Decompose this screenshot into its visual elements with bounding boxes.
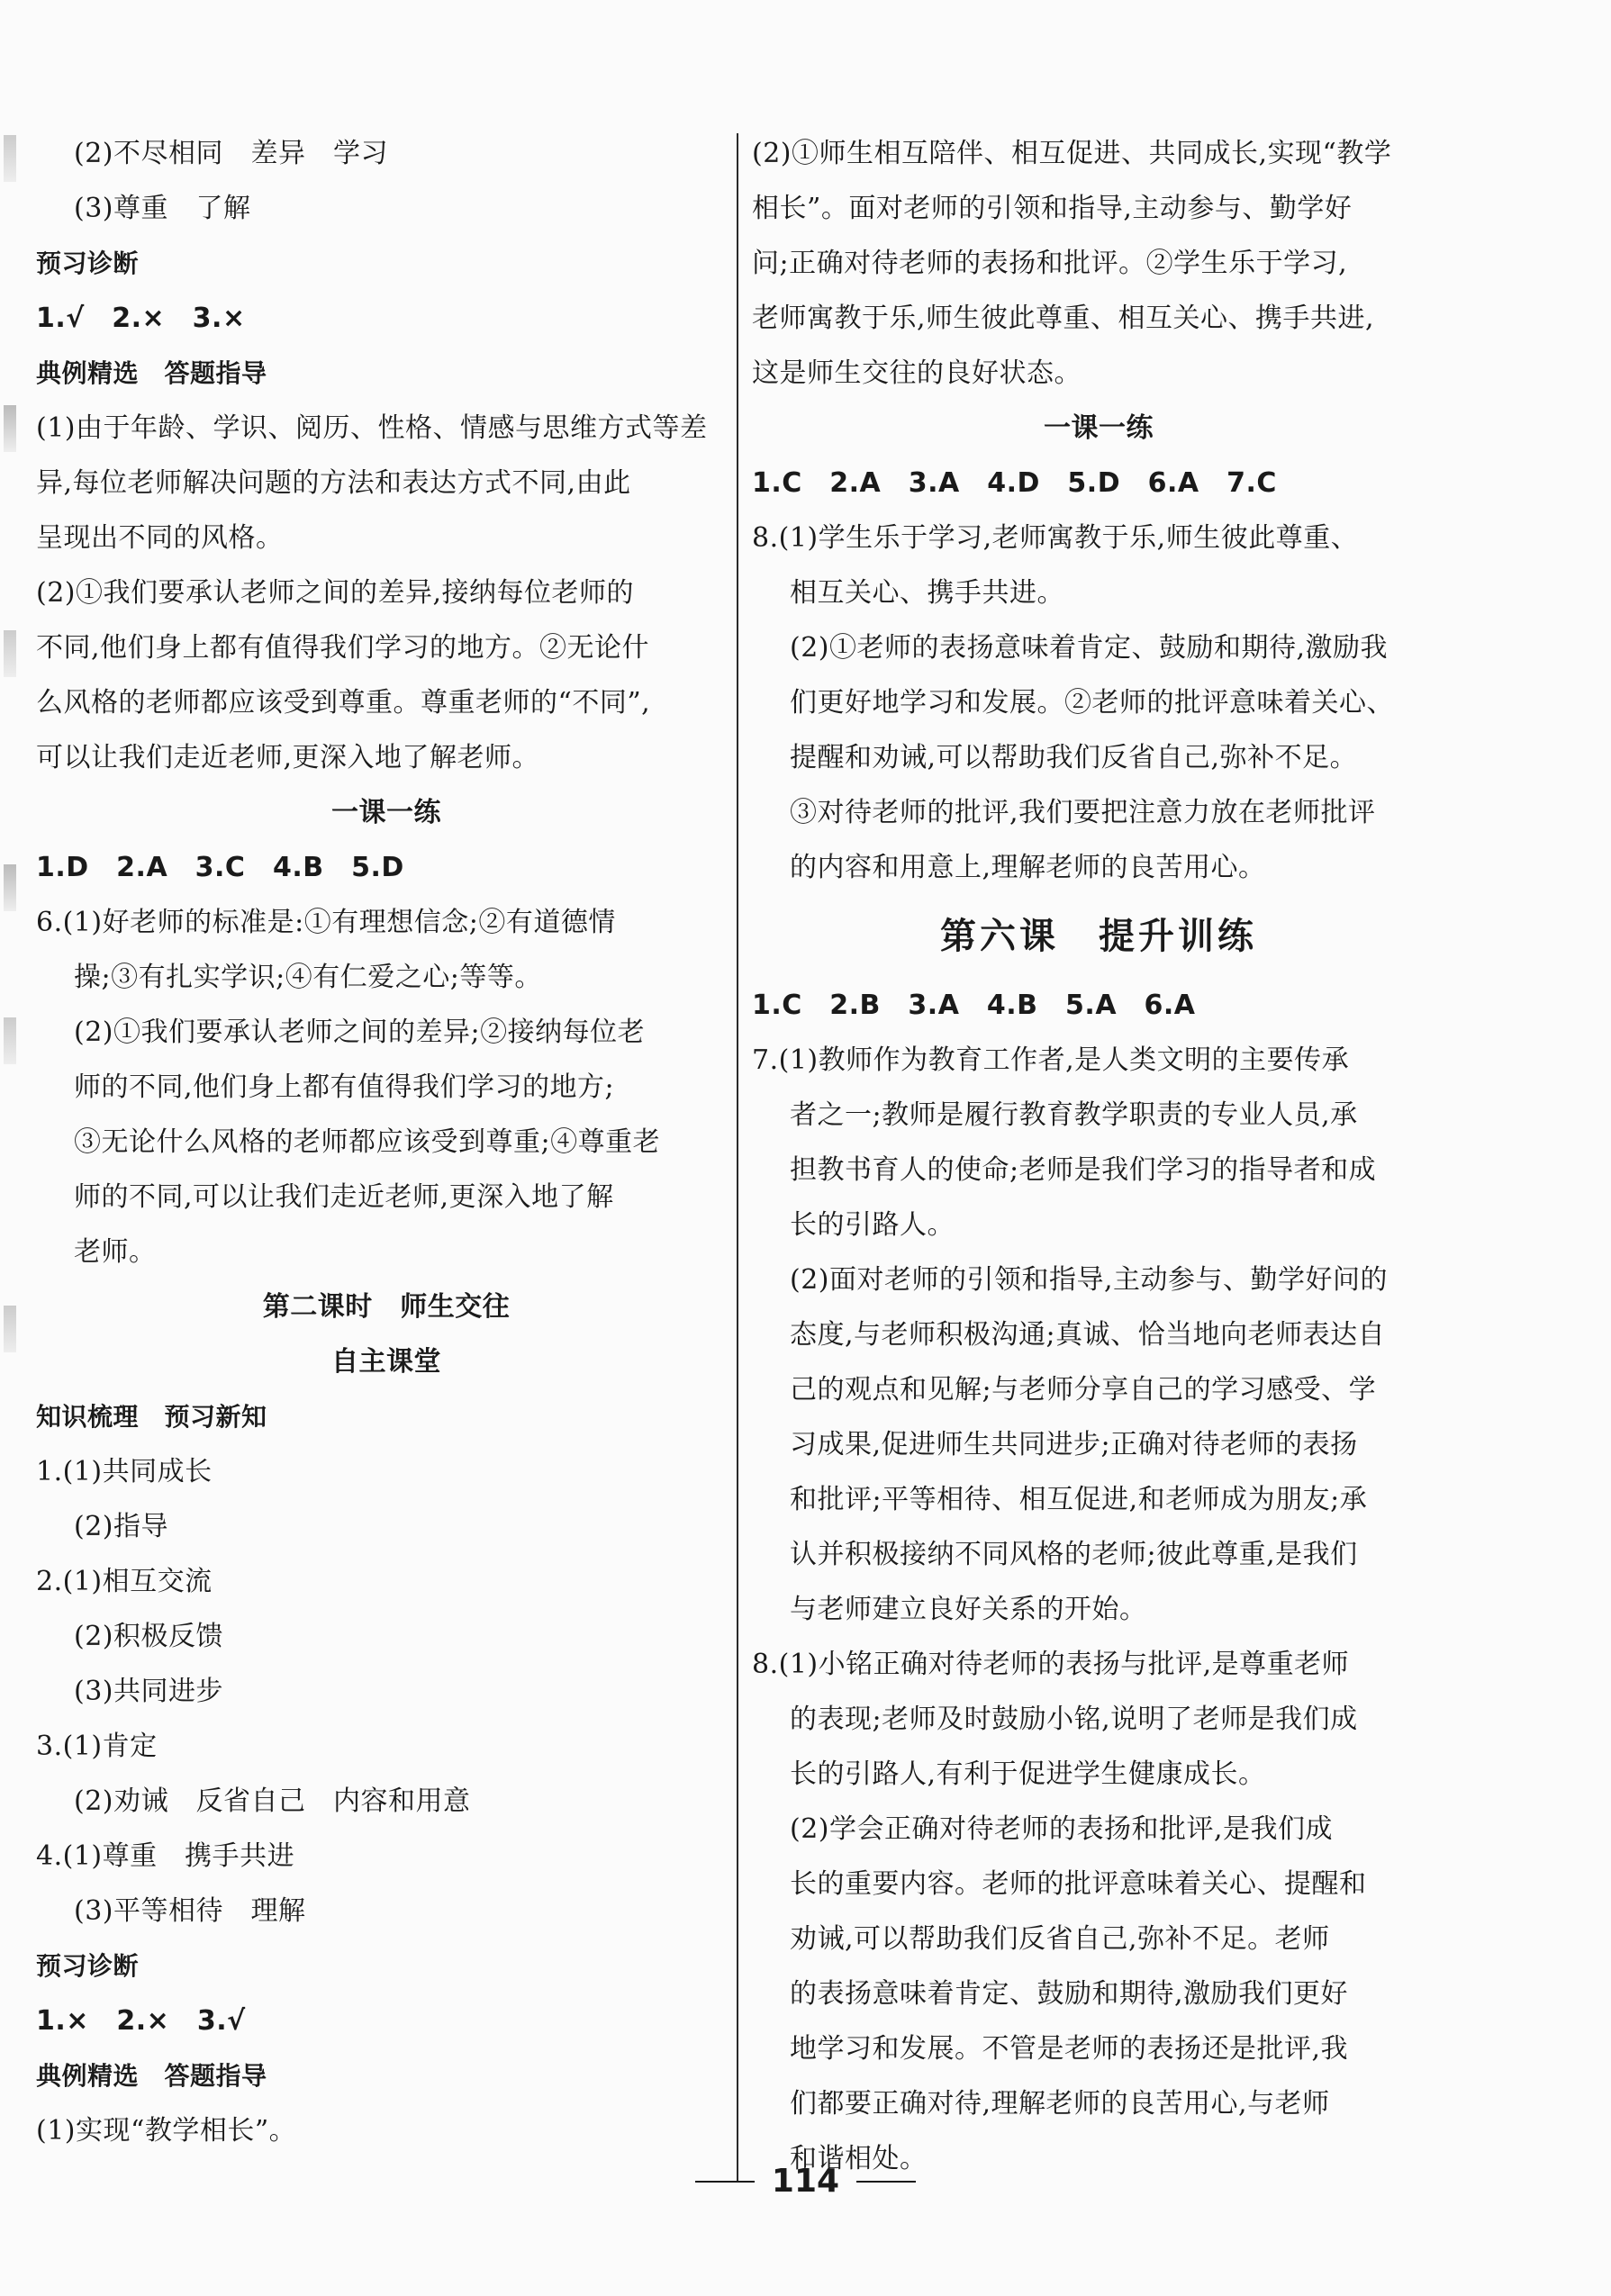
answer-line: 8.(1)小铭正确对待老师的表扬与批评,是尊重老师 bbox=[752, 1649, 1350, 1680]
answer-line: (3)共同进步 bbox=[74, 1676, 223, 1707]
answer-line: ③无论什么风格的老师都应该受到尊重;④尊重老 bbox=[74, 1126, 661, 1158]
answer-line: 2.(1)相互交流 bbox=[36, 1566, 213, 1597]
page-number: 114 bbox=[771, 2163, 840, 2200]
binding-edge-mark bbox=[4, 1306, 16, 1352]
answer-line: 认并积极接纳不同风格的老师;彼此尊重,是我们 bbox=[790, 1539, 1358, 1570]
answer-line: 担教书育人的使命;老师是我们学习的指导者和成 bbox=[790, 1154, 1377, 1186]
answer-line: 3.(1)肯定 bbox=[36, 1731, 158, 1762]
section-heading: 典例精选 答题指导 bbox=[36, 2061, 267, 2091]
answer-line: (2)不尽相同 差异 学习 bbox=[74, 138, 388, 169]
answer-line: 相长”。面对老师的引领和指导,主动参与、勤学好 bbox=[752, 193, 1353, 224]
answer-line: (2)面对老师的引领和指导,主动参与、勤学好问的 bbox=[790, 1264, 1389, 1296]
section-heading: 知识梳理 预习新知 bbox=[36, 1402, 267, 1432]
answer-line: ③对待老师的批评,我们要把注意力放在老师批评 bbox=[790, 797, 1376, 828]
answer-line: 的表扬意味着肯定、鼓励和期待,激励我们更好 bbox=[790, 1978, 1349, 2010]
answer-line: 不同,他们身上都有值得我们学习的地方。②无论什 bbox=[36, 632, 650, 664]
answer-line: (2)①师生相互陪伴、相互促进、共同成长,实现“教学 bbox=[752, 138, 1392, 169]
answer-line: 相互关心、携手共进。 bbox=[790, 577, 1064, 609]
answer-line: 1.D 2.A 3.C 4.B 5.D bbox=[36, 852, 404, 883]
answer-line: 师的不同,可以让我们走近老师,更深入地了解 bbox=[74, 1181, 614, 1213]
answer-line: 地学习和发展。不管是老师的表扬还是批评,我 bbox=[790, 2033, 1349, 2065]
answer-line: 7.(1)教师作为教育工作者,是人类文明的主要传承 bbox=[752, 1044, 1350, 1076]
binding-edge-mark bbox=[4, 630, 16, 677]
answer-line: (2)积极反馈 bbox=[74, 1621, 223, 1652]
answer-line: 与老师建立良好关系的开始。 bbox=[790, 1594, 1147, 1625]
section-heading: 预习诊断 bbox=[36, 249, 140, 278]
answer-line: (3)平等相待 理解 bbox=[74, 1895, 306, 1927]
page-footer bbox=[0, 2163, 1611, 2200]
answer-line: 师的不同,他们身上都有值得我们学习的地方; bbox=[74, 1071, 615, 1103]
answer-line: (2)指导 bbox=[74, 1511, 168, 1542]
answer-line: 长的引路人。 bbox=[790, 1209, 955, 1241]
answer-line: 长的重要内容。老师的批评意味着关心、提醒和 bbox=[790, 1868, 1367, 1900]
section-heading: 预习诊断 bbox=[36, 1951, 140, 1981]
binding-edge-mark bbox=[4, 135, 16, 182]
answer-line: 提醒和劝诫,可以帮助我们反省自己,弥补不足。 bbox=[790, 742, 1358, 773]
right-column bbox=[752, 126, 1445, 2186]
centered-heading: 自主课堂 bbox=[331, 1346, 441, 1378]
answer-line: (1)由于年龄、学识、阅历、性格、情感与思维方式等差 bbox=[36, 412, 708, 444]
lesson-title: 第二课时 师生交往 bbox=[262, 1291, 511, 1323]
answer-line: 8.(1)学生乐于学习,老师寓教于乐,师生彼此尊重、 bbox=[752, 522, 1359, 554]
answer-line: 态度,与老师积极沟通;真诚、恰当地向老师表达自 bbox=[790, 1319, 1386, 1351]
centered-heading: 一课一练 bbox=[1044, 412, 1154, 444]
answer-line: 操;③有扎实学识;④有仁爱之心;等等。 bbox=[74, 962, 542, 993]
answer-line: 习成果,促进师生共同进步;正确对待老师的表扬 bbox=[790, 1429, 1358, 1460]
answer-line: (3)尊重 了解 bbox=[74, 193, 251, 224]
answer-line: 呈现出不同的风格。 bbox=[36, 522, 284, 554]
answer-line: 4.(1)尊重 携手共进 bbox=[36, 1840, 295, 1872]
answer-line: 1.(1)共同成长 bbox=[36, 1456, 213, 1487]
binding-edge-mark bbox=[4, 405, 16, 452]
answer-line: (1)实现“教学相长”。 bbox=[36, 2115, 297, 2147]
left-column bbox=[36, 126, 737, 2158]
answer-line: 们更好地学习和发展。②老师的批评意味着关心、 bbox=[790, 687, 1394, 719]
answer-line: (2)学会正确对待老师的表扬和批评,是我们成 bbox=[790, 1813, 1334, 1845]
answer-line: 6.(1)好老师的标准是:①有理想信念;②有道德情 bbox=[36, 907, 616, 938]
answer-line: (2)①我们要承认老师之间的差异,接纳每位老师的 bbox=[36, 577, 635, 609]
answer-line: 长的引路人,有利于促进学生健康成长。 bbox=[790, 1758, 1266, 1790]
binding-edge-mark bbox=[4, 864, 16, 911]
centered-heading: 一课一练 bbox=[331, 797, 441, 828]
answer-line: 异,每位老师解决问题的方法和表达方式不同,由此 bbox=[36, 467, 631, 499]
answer-line: 这是师生交往的良好状态。 bbox=[752, 357, 1082, 389]
answer-line: 1.C 2.B 3.A 4.B 5.A 6.A bbox=[752, 990, 1196, 1021]
answer-line: 者之一;教师是履行教育教学职责的专业人员,承 bbox=[790, 1099, 1358, 1131]
answer-line: 1.C 2.A 3.A 4.D 5.D 6.A 7.C bbox=[752, 467, 1277, 499]
footer-rule bbox=[695, 2181, 755, 2183]
answer-line: 1.√ 2.× 3.× bbox=[36, 303, 246, 334]
answer-line: 可以让我们走近老师,更深入地了解老师。 bbox=[36, 742, 540, 773]
answer-line: 的内容和用意上,理解老师的良苦用心。 bbox=[790, 852, 1266, 883]
answer-line: (2)①我们要承认老师之间的差异;②接纳每位老 bbox=[74, 1017, 646, 1048]
answer-line: 的表现;老师及时鼓励小铭,说明了老师是我们成 bbox=[790, 1704, 1358, 1735]
footer-rule bbox=[856, 2181, 916, 2183]
answer-line: 老师。 bbox=[74, 1236, 157, 1268]
answer-line: 劝诫,可以帮助我们反省自己,弥补不足。老师 bbox=[790, 1923, 1330, 1955]
section-heading: 典例精选 答题指导 bbox=[36, 358, 267, 388]
answer-line: 们都要正确对待,理解老师的良苦用心,与老师 bbox=[790, 2088, 1330, 2120]
answer-line: (2)劝诫 反省自己 内容和用意 bbox=[74, 1785, 471, 1817]
answer-line: 己的观点和见解;与老师分享自己的学习感受、学 bbox=[790, 1374, 1377, 1406]
binding-edge-mark bbox=[4, 1017, 16, 1064]
answer-line: 老师寓教于乐,师生彼此尊重、相互关心、携手共进, bbox=[752, 303, 1375, 334]
answer-line: 1.× 2.× 3.√ bbox=[36, 2005, 246, 2037]
answer-line: 问;正确对待老师的表扬和批评。②学生乐于学习, bbox=[752, 248, 1348, 279]
answer-line: 和批评;平等相待、相互促进,和老师成为朋友;承 bbox=[790, 1484, 1368, 1515]
lesson-title: 第六课 提升训练 bbox=[940, 915, 1257, 957]
answer-line: 和谐相处。 bbox=[790, 2143, 928, 2174]
answer-line: (2)①老师的表扬意味着肯定、鼓励和期待,激励我 bbox=[790, 632, 1389, 664]
answer-line: 么风格的老师都应该受到尊重。尊重老师的“不同”, bbox=[36, 687, 651, 719]
column-divider bbox=[737, 133, 738, 2182]
